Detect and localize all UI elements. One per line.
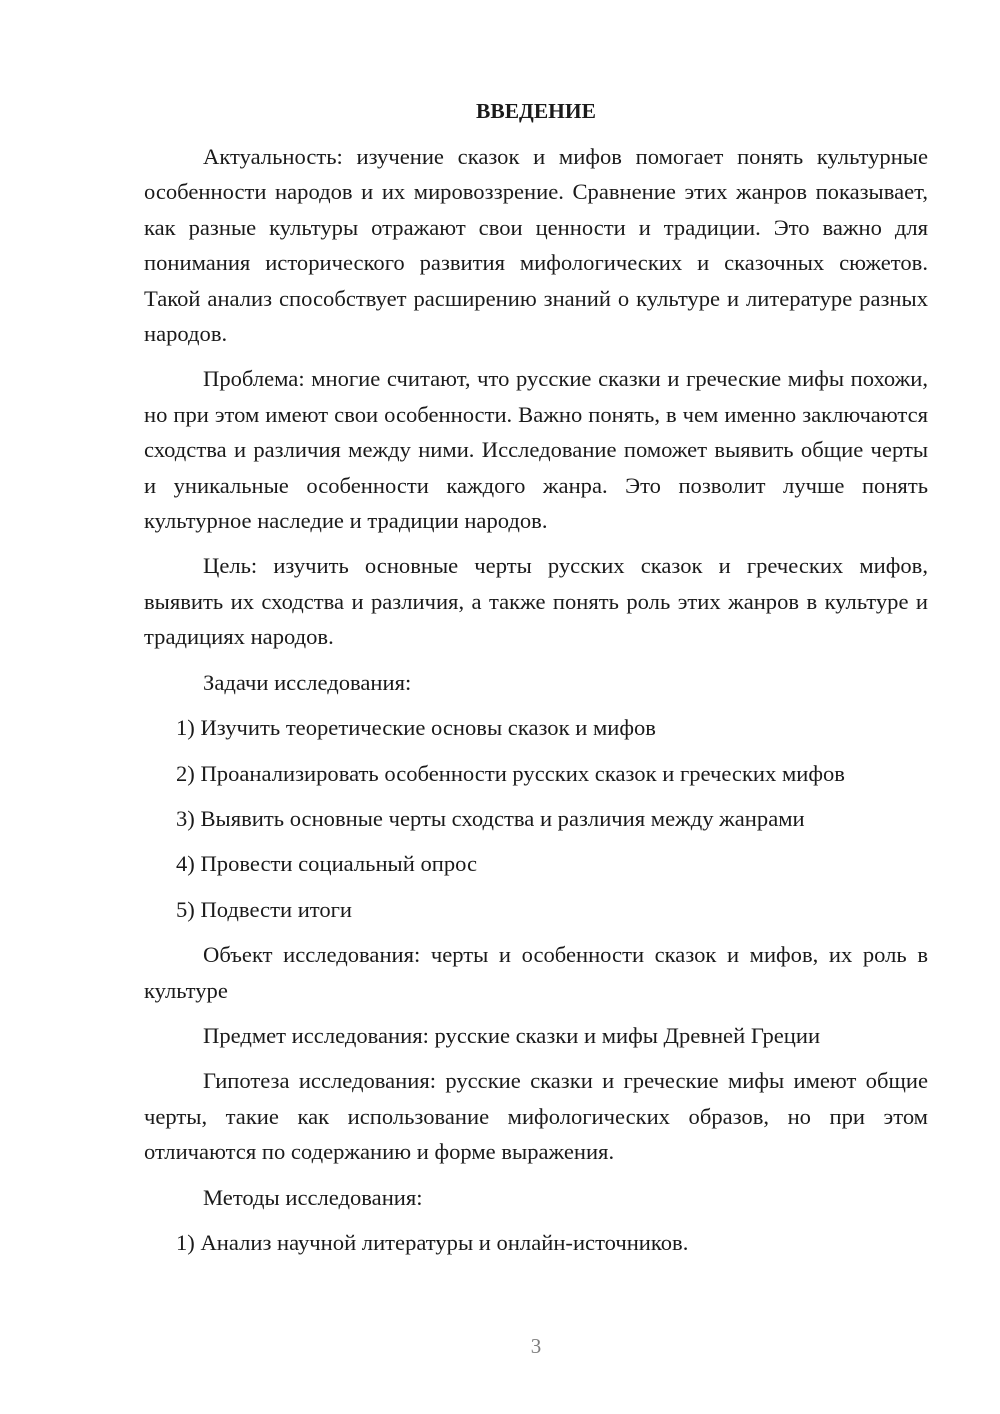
tasks-heading: Задачи исследования: — [203, 669, 412, 695]
task-item-3: 3) Выявить основные черты сходства и различия между жанрами — [176, 805, 805, 831]
methods-heading: Методы исследования: — [203, 1184, 423, 1210]
problem-paragraph: Проблема: многие считают, что русские сказки и греческие мифы похожи, но при этом имеют свои особенности. Важно понять, в чем именно заключаются сходства и различия между ними. Исследование поможет выявить общие черты и уникальные особенности каждого жанра. Это позволит лучше понять культурное наследие и традиции народов. — [144, 366, 928, 534]
hypothesis-paragraph: Гипотеза исследования: русские сказки и греческие мифы имеют общие черты, такие как использование мифологических образов, но при этом отличаются по содержанию и форме выражения. — [144, 1068, 928, 1165]
method-item-1: 1) Анализ научной литературы и онлайн-источников. — [176, 1229, 689, 1255]
goal-paragraph: Цель: изучить основные черты русских сказок и греческих мифов, выявить их сходства и различия, а также понять роль этих жанров в культуре и традициях народов. — [144, 553, 928, 650]
task-item-1: 1) Изучить теоретические основы сказок и мифов — [176, 715, 656, 741]
task-item-4: 4) Провести социальный опрос — [176, 851, 478, 877]
object-paragraph: Объект исследования: черты и особенности сказок и мифов, их роль в культуре — [144, 942, 928, 1003]
page-number: 3 — [530, 1334, 542, 1358]
methods-list — [144, 1225, 928, 1260]
page-title: ВВЕДЕНИЕ — [476, 99, 596, 123]
relevance-paragraph: Актуальность: изучение сказок и мифов помогает понять культурные особенности народов и их мировоззрение. Сравнение этих жанров показывает, как разные культуры отражают свои ценности и традиции. Это важно для понимания исторического развития мифологических и сказочных сюжетов. Такой анализ способствует расширению знаний о культуре и литературе разных народов. — [144, 144, 928, 347]
task-item-2: 2) Проанализировать особенности русских сказок и греческих мифов — [176, 760, 845, 786]
task-item-5: 5) Подвести итоги — [176, 896, 353, 922]
page-content — [144, 94, 928, 1270]
tasks-list — [144, 710, 928, 927]
subject-paragraph: Предмет исследования: русские сказки и мифы Древней Греции — [203, 1022, 821, 1048]
